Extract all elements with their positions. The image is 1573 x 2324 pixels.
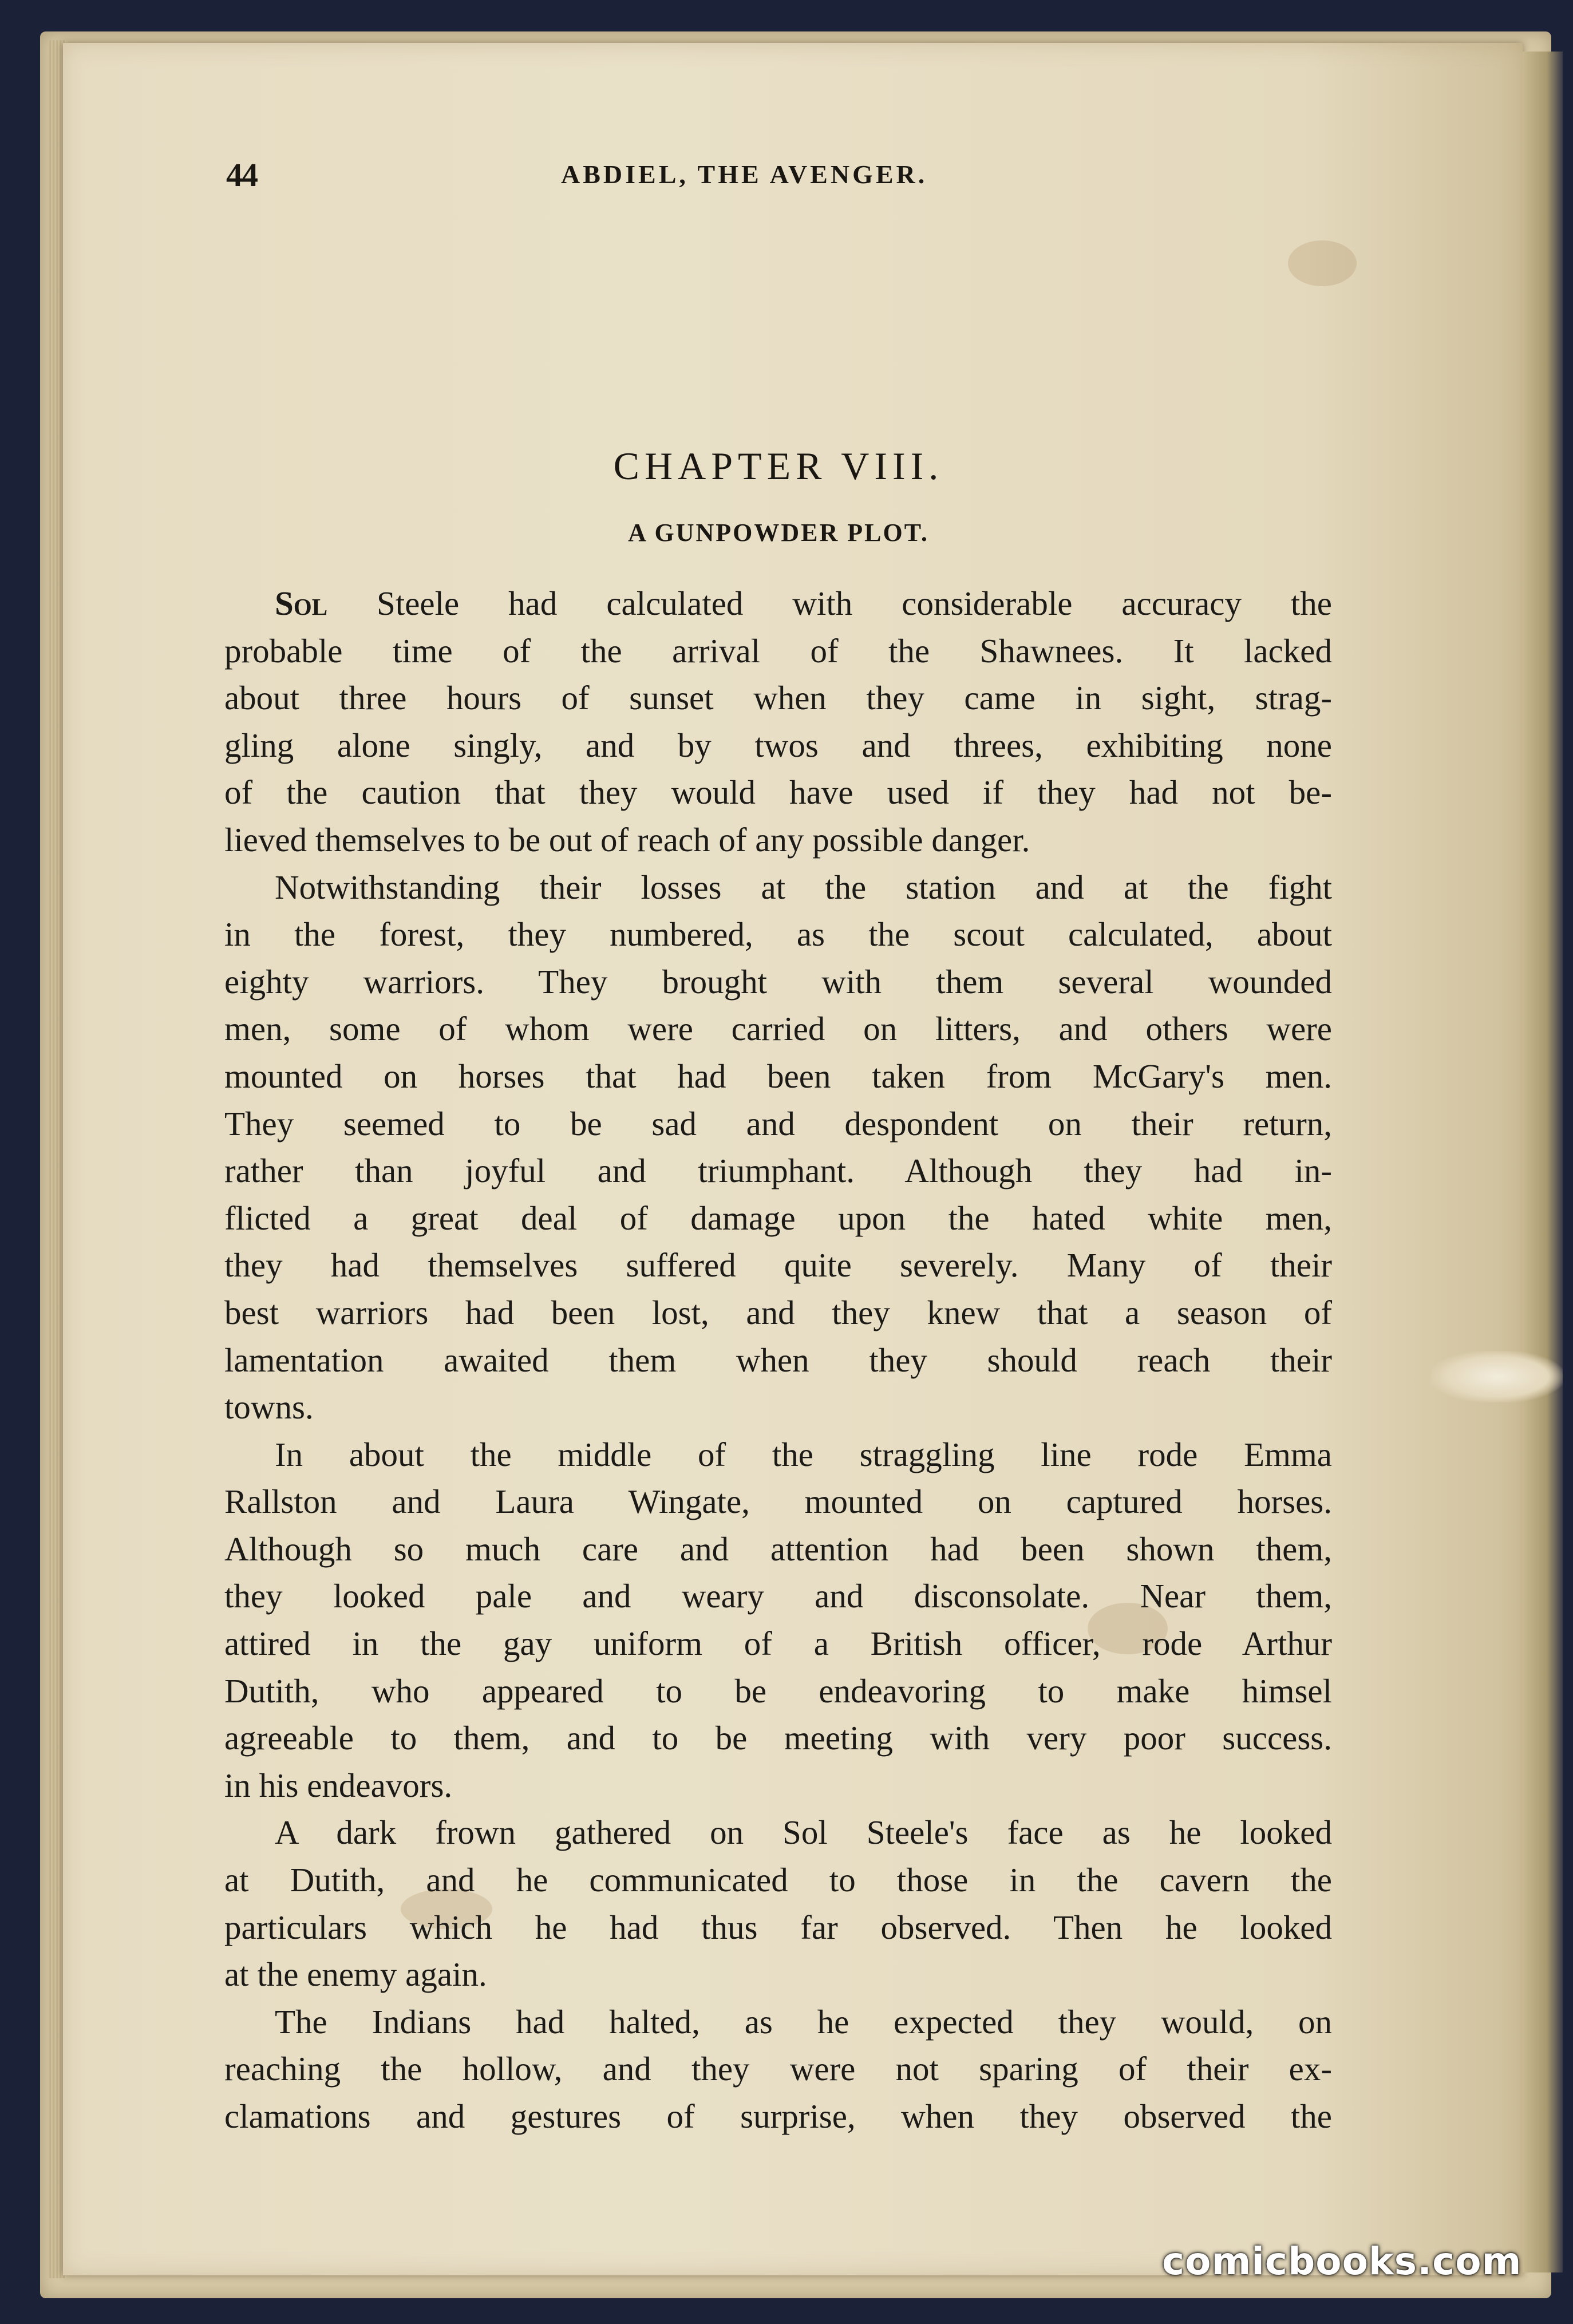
text-line-content: rather than joyful and triumphant. Although they had in- <box>224 1152 1332 1190</box>
text-line <box>224 580 1332 627</box>
page-tear <box>1431 1351 1563 1402</box>
text-line-content: particulars which he had thus far observed. Then he looked <box>224 1908 1332 1946</box>
text-line-content: eighty warriors. They brought with them several wounded <box>224 962 1332 1001</box>
text-line-content: about three hours of sunset when they came in sight, strag- <box>224 679 1332 717</box>
text-line <box>224 1620 1332 1667</box>
text-line-content: lamentation awaited them when they should reach their <box>224 1341 1332 1379</box>
show-through-text <box>226 246 1348 612</box>
text-line <box>224 1195 1332 1242</box>
text-line <box>224 1053 1332 1100</box>
text-line <box>224 1431 1332 1479</box>
text-line <box>224 1100 1332 1148</box>
text-line <box>224 911 1332 958</box>
page-number: 44 <box>226 156 257 193</box>
text-line-content: they looked pale and weary and disconsolate. Near them, <box>224 1577 1332 1615</box>
text-line <box>224 1525 1332 1573</box>
running-title: ABDIEL, THE AVENGER. <box>561 160 928 189</box>
text-line <box>224 627 1332 675</box>
text-line-content: of the caution that they would have used if they had not be- <box>224 773 1332 812</box>
text-line <box>224 816 1332 864</box>
page-edge-right <box>1523 52 1563 2272</box>
text-line-content: Rallston and Laura Wingate, mounted on captured horses. <box>224 1483 1332 1521</box>
text-line <box>224 1384 1332 1431</box>
text-line <box>224 1762 1332 1809</box>
text-line <box>224 1904 1332 1951</box>
text-line <box>224 1289 1332 1337</box>
text-line-content: at Dutith, and he communicated to those in the cavern the <box>224 1861 1332 1899</box>
text-line-content: towns. <box>224 1388 314 1426</box>
text-line-content: probable time of the arrival of the Shawnees. It lacked <box>224 631 1332 670</box>
text-line <box>224 1005 1332 1053</box>
text-line-content: Although so much care and attention had been shown them, <box>224 1529 1332 1568</box>
text-line-content: They seemed to be sad and despondent on their return, <box>224 1104 1332 1143</box>
text-line <box>224 722 1332 769</box>
text-line-content: attired in the gay uniform of a British officer, rode Arthur <box>224 1625 1332 1663</box>
text-line-content: Dutith, who appeared to be endeavoring to make himsel <box>224 1671 1332 1710</box>
chapter-subtitle: A GUNPOWDER PLOT. <box>628 519 929 547</box>
text-line-content: flicted a great deal of damage upon the hated white men, <box>224 1199 1332 1237</box>
text-line <box>224 2093 1332 2140</box>
text-line <box>224 2045 1332 2093</box>
text-line-content: at the enemy again. <box>224 1955 487 1994</box>
watermark: comicbooks.com <box>1162 2239 1522 2283</box>
text-line-content: gling alone singly, and by twos and threes, exhibiting none <box>224 726 1332 764</box>
text-line <box>224 864 1332 911</box>
text-line-content: best warriors had been lost, and they knew that a season of <box>224 1293 1332 1331</box>
text-line <box>224 1242 1332 1289</box>
text-line <box>224 1951 1332 1998</box>
body-text <box>224 580 1332 2140</box>
text-line-content: agreeable to them, and to be meeting with very poor success. <box>224 1719 1332 1757</box>
text-line-content: mounted on horses that had been taken from McGary's men. <box>224 1057 1332 1095</box>
text-line <box>224 1809 1332 1856</box>
page-edge-left <box>49 40 65 2278</box>
text-line-content: Notwithstanding their losses at the station and at the fight <box>275 868 1332 906</box>
text-line <box>224 1337 1332 1384</box>
text-line-content: In about the middle of the straggling line rode Emma <box>275 1435 1332 1473</box>
text-line <box>224 1714 1332 1762</box>
text-line-content: clamations and gestures of surprise, when they observed the <box>224 2097 1332 2135</box>
chapter-heading: CHAPTER VIII. <box>613 444 944 488</box>
text-line-content: in the forest, they numbered, as the scout calculated, about <box>224 915 1332 954</box>
drop-lead-word: Sol <box>275 584 328 622</box>
text-line-content: The Indians had halted, as he expected they would, on <box>275 2002 1332 2041</box>
text-line <box>224 1667 1332 1715</box>
text-line-content: men, some of whom were carried on litters, and others were <box>224 1010 1332 1048</box>
text-line <box>224 674 1332 722</box>
text-line <box>224 1147 1332 1195</box>
text-line <box>224 769 1332 816</box>
text-line-content: they had themselves suffered quite severely. Many of their <box>224 1246 1332 1284</box>
text-line-content: lieved themselves to be out of reach of any possible danger. <box>224 820 1030 859</box>
text-line <box>224 1572 1332 1620</box>
text-line-content: reaching the hollow, and they were not sparing of their ex- <box>224 2050 1332 2088</box>
text-line <box>224 958 1332 1006</box>
running-head <box>226 156 1331 196</box>
text-line <box>224 1856 1332 1904</box>
text-line-content: A dark frown gathered on Sol Steele's face as he looked <box>275 1813 1332 1852</box>
text-line-content: Steele had calculated with considerable accuracy the <box>377 584 1332 622</box>
text-line <box>224 1998 1332 2046</box>
text-line <box>224 1478 1332 1525</box>
text-line-content: in his endeavors. <box>224 1766 453 1804</box>
